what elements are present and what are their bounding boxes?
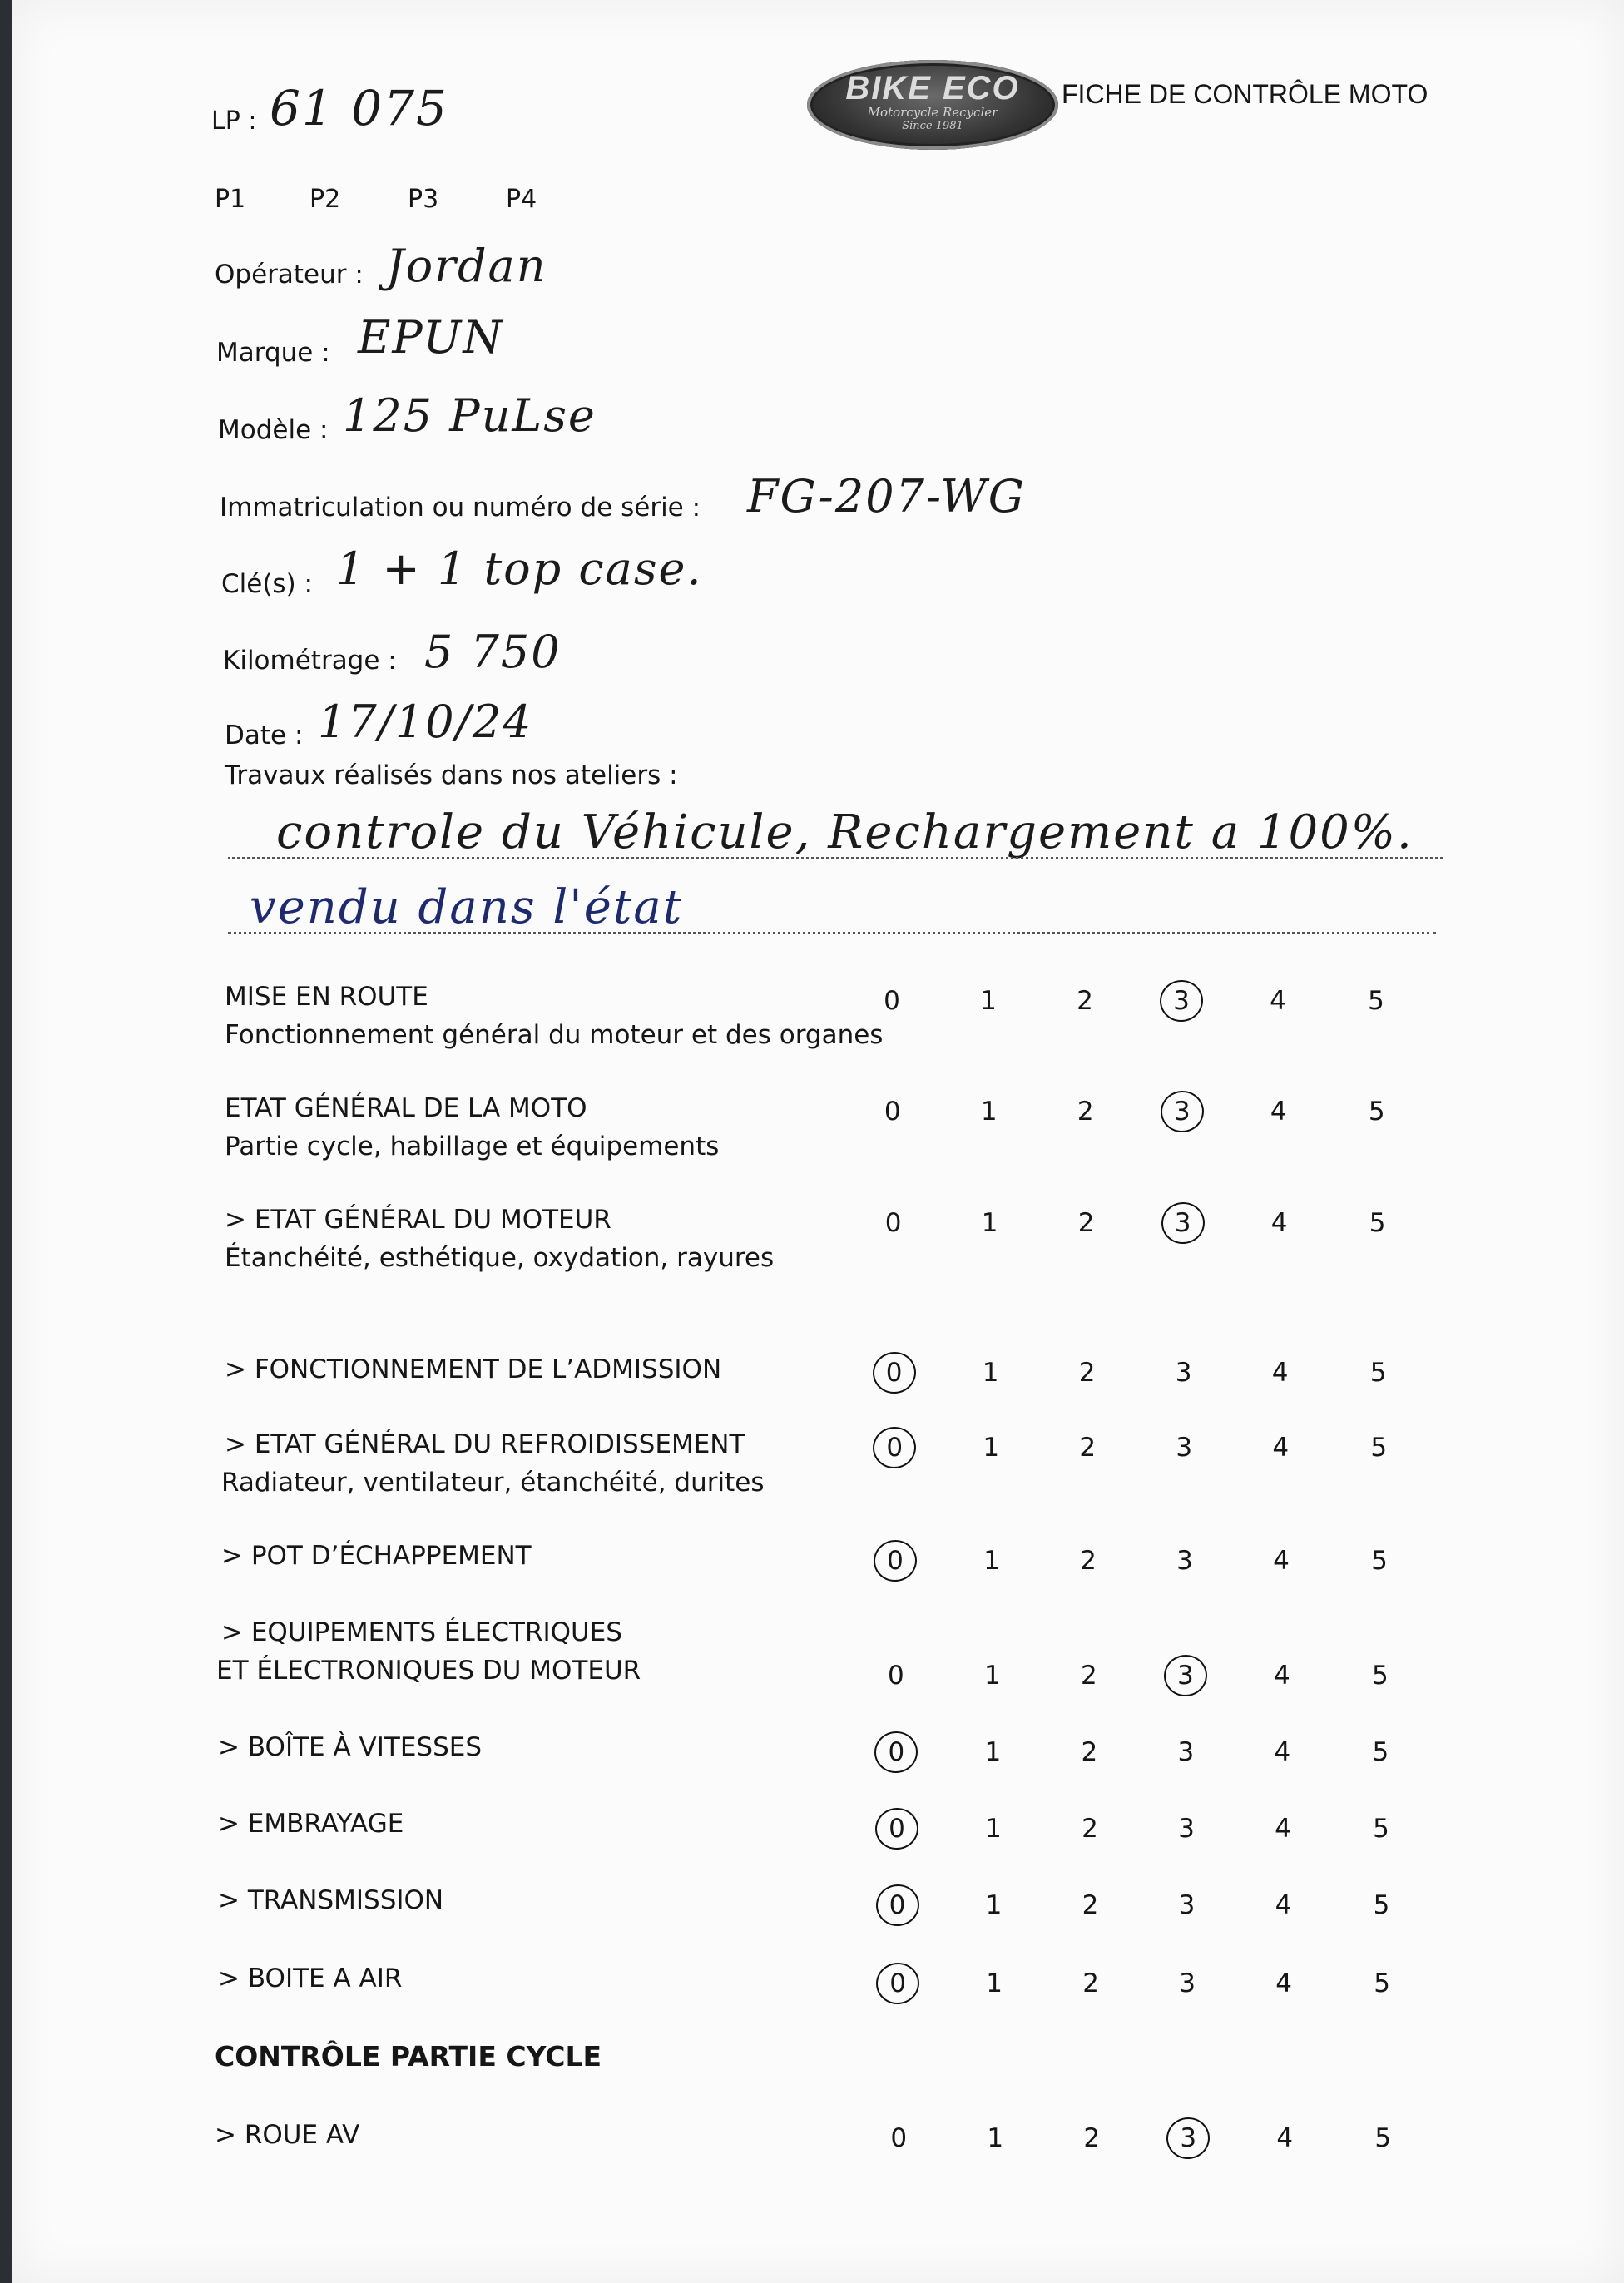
score-option: 2 (1082, 1969, 1099, 1998)
check-title: > BOÎTE À VITESSES (218, 1732, 483, 1762)
score-selected: 0 (874, 1433, 915, 1463)
score-option: 3 (1175, 1358, 1192, 1388)
check-title: > BOITE A AIR (218, 1964, 403, 1993)
modele-label: Modèle : (218, 415, 329, 445)
score-option: 4 (1272, 1433, 1290, 1463)
score-option: 2 (1082, 1814, 1098, 1844)
score-option: 3 (1176, 1546, 1193, 1576)
score-selected: 0 (877, 1969, 918, 1998)
score-option: 1 (985, 1890, 1003, 1920)
score-option: 5 (1368, 1097, 1385, 1127)
score-option: 4 (1273, 1661, 1290, 1691)
date-value: 17/10/24 (318, 696, 533, 748)
kilometrage-label: Kilométrage : (223, 646, 397, 676)
form-title: FICHE DE CONTRÔLE MOTO (1062, 79, 1428, 109)
score-option: 1 (981, 1208, 998, 1238)
check-title: > ROUE AV (215, 2120, 360, 2150)
score-option: 0 (884, 1208, 902, 1238)
score-option: 1 (983, 1433, 1000, 1463)
travaux-line-1: controle du Véhicule, Rechargement a 100%. (276, 805, 1414, 859)
score-option: 2 (1078, 1358, 1096, 1388)
travaux-line-2: vendu dans l'état (250, 880, 684, 934)
check-subtitle: Fonctionnement général du moteur et des organes (225, 1020, 884, 1050)
check-title: > FONCTIONNEMENT DE L’ADMISSION (225, 1354, 722, 1384)
check-title: > EQUIPEMENTS ÉLECTRIQUES (221, 1617, 622, 1647)
check-subtitle: Partie cycle, habillage et équipements (225, 1132, 720, 1161)
score-option: 1 (985, 1814, 1002, 1844)
position-p2: P2 (309, 185, 341, 214)
score-selected: 0 (877, 1890, 918, 1920)
score-option: 1 (980, 1097, 998, 1127)
logo-tagline: Motorcycle Recycler (867, 105, 998, 120)
score-selected: 0 (874, 1358, 915, 1388)
check-subtitle: ET ÉLECTRONIQUES DU MOTEUR (216, 1656, 641, 1686)
score-option: 4 (1274, 1737, 1291, 1767)
check-title: > TRANSMISSION (218, 1885, 444, 1915)
score-option: 4 (1270, 1097, 1287, 1127)
score-option: 2 (1077, 1208, 1095, 1238)
score-option: 2 (1081, 1737, 1098, 1767)
check-title: MISE EN ROUTE (225, 982, 428, 1012)
score-option: 4 (1276, 2123, 1294, 2153)
score-selected: 0 (874, 1546, 916, 1576)
score-option: 1 (987, 2123, 1004, 2153)
score-option: 1 (983, 1546, 1000, 1576)
score-selected: 3 (1161, 986, 1202, 1016)
score-selected: 3 (1165, 1661, 1206, 1691)
check-subtitle: Étanchéité, esthétique, oxydation, rayures (225, 1243, 775, 1273)
score-selected: 3 (1162, 1208, 1204, 1238)
bike-eco-logo (807, 60, 1058, 150)
marque-value: EPUN (358, 311, 504, 364)
logo-name: BIKE ECO (845, 70, 1020, 106)
score-option: 3 (1179, 1969, 1196, 1998)
score-option: 2 (1083, 2123, 1101, 2153)
score-option: 0 (884, 1097, 901, 1127)
kilometrage-value: 5 750 (424, 626, 562, 678)
score-option: 1 (984, 1737, 1002, 1767)
score-selected: 0 (875, 1737, 917, 1767)
logo-since: Since 1981 (902, 120, 963, 132)
check-title: > ETAT GÉNÉRAL DU MOTEUR (225, 1205, 611, 1235)
travaux-dotted-line-2 (228, 932, 1436, 934)
score-option: 1 (982, 1358, 999, 1388)
score-option: 4 (1275, 1814, 1291, 1844)
date-label: Date : (225, 721, 304, 750)
check-subtitle: Radiateur, ventilateur, étanchéité, durites (221, 1468, 765, 1498)
score-option: 3 (1177, 1737, 1195, 1767)
immatriculation-label: Immatriculation ou numéro de série : (220, 493, 701, 522)
score-option: 4 (1275, 1969, 1292, 1998)
score-option: 5 (1368, 986, 1384, 1016)
score-option: 1 (983, 1661, 1001, 1691)
score-option: 5 (1370, 1433, 1388, 1463)
score-option: 4 (1271, 1358, 1289, 1388)
score-option: 2 (1080, 1546, 1097, 1576)
position-p4: P4 (506, 185, 537, 214)
score-option: 2 (1082, 1890, 1099, 1920)
score-option: 3 (1178, 1814, 1195, 1844)
immatriculation-value: FG-207-WG (747, 470, 1026, 522)
lp-label: LP : (211, 106, 257, 136)
score-option: 3 (1176, 1433, 1193, 1463)
check-title: > ETAT GÉNÉRAL DU REFROIDISSEMENT (225, 1429, 745, 1459)
score-option: 2 (1079, 1433, 1097, 1463)
score-selected: 3 (1167, 2123, 1209, 2153)
score-option: 2 (1080, 1661, 1097, 1691)
score-option: 1 (986, 1969, 1003, 1998)
score-option: 4 (1273, 1546, 1290, 1576)
operateur-label: Opérateur : (215, 260, 364, 290)
operateur-value: Jordan (386, 240, 547, 292)
position-p3: P3 (408, 185, 439, 214)
cles-label: Clé(s) : (221, 569, 313, 599)
travaux-label: Travaux réalisés dans nos ateliers : (225, 760, 678, 790)
score-option: 0 (884, 986, 900, 1016)
score-selected: 0 (876, 1814, 918, 1844)
section-heading-partie-cycle: CONTRÔLE PARTIE CYCLE (215, 2040, 602, 2073)
score-option: 5 (1371, 1546, 1388, 1576)
inspection-sheet (12, 0, 1624, 2283)
lp-value: 61 075 (270, 80, 448, 136)
check-title: > EMBRAYAGE (218, 1809, 404, 1839)
score-option: 5 (1373, 1890, 1390, 1920)
score-option: 5 (1371, 1661, 1389, 1691)
score-option: 2 (1077, 1097, 1094, 1127)
score-option: 5 (1369, 1358, 1387, 1388)
travaux-dotted-line-1 (228, 857, 1443, 859)
score-option: 0 (887, 1661, 904, 1691)
score-option: 5 (1373, 1814, 1389, 1844)
score-option: 3 (1178, 1890, 1196, 1920)
check-title: ETAT GÉNÉRAL DE LA MOTO (225, 1093, 587, 1123)
cles-value: 1 + 1 top case. (336, 542, 703, 595)
score-option: 5 (1369, 1208, 1386, 1238)
position-p1: P1 (215, 185, 246, 214)
score-option: 4 (1275, 1890, 1292, 1920)
check-title: > POT D’ÉCHAPPEMENT (221, 1541, 532, 1571)
score-option: 5 (1374, 1969, 1390, 1998)
score-option: 2 (1077, 986, 1093, 1016)
score-option: 1 (980, 986, 997, 1016)
score-option: 5 (1374, 2123, 1392, 2153)
score-option: 4 (1270, 986, 1286, 1016)
marque-label: Marque : (216, 338, 330, 368)
score-option: 4 (1270, 1208, 1288, 1238)
score-option: 0 (890, 2123, 908, 2153)
modele-value: 125 PuLse (343, 389, 597, 442)
score-option: 5 (1372, 1737, 1389, 1767)
score-selected: 3 (1161, 1097, 1203, 1127)
